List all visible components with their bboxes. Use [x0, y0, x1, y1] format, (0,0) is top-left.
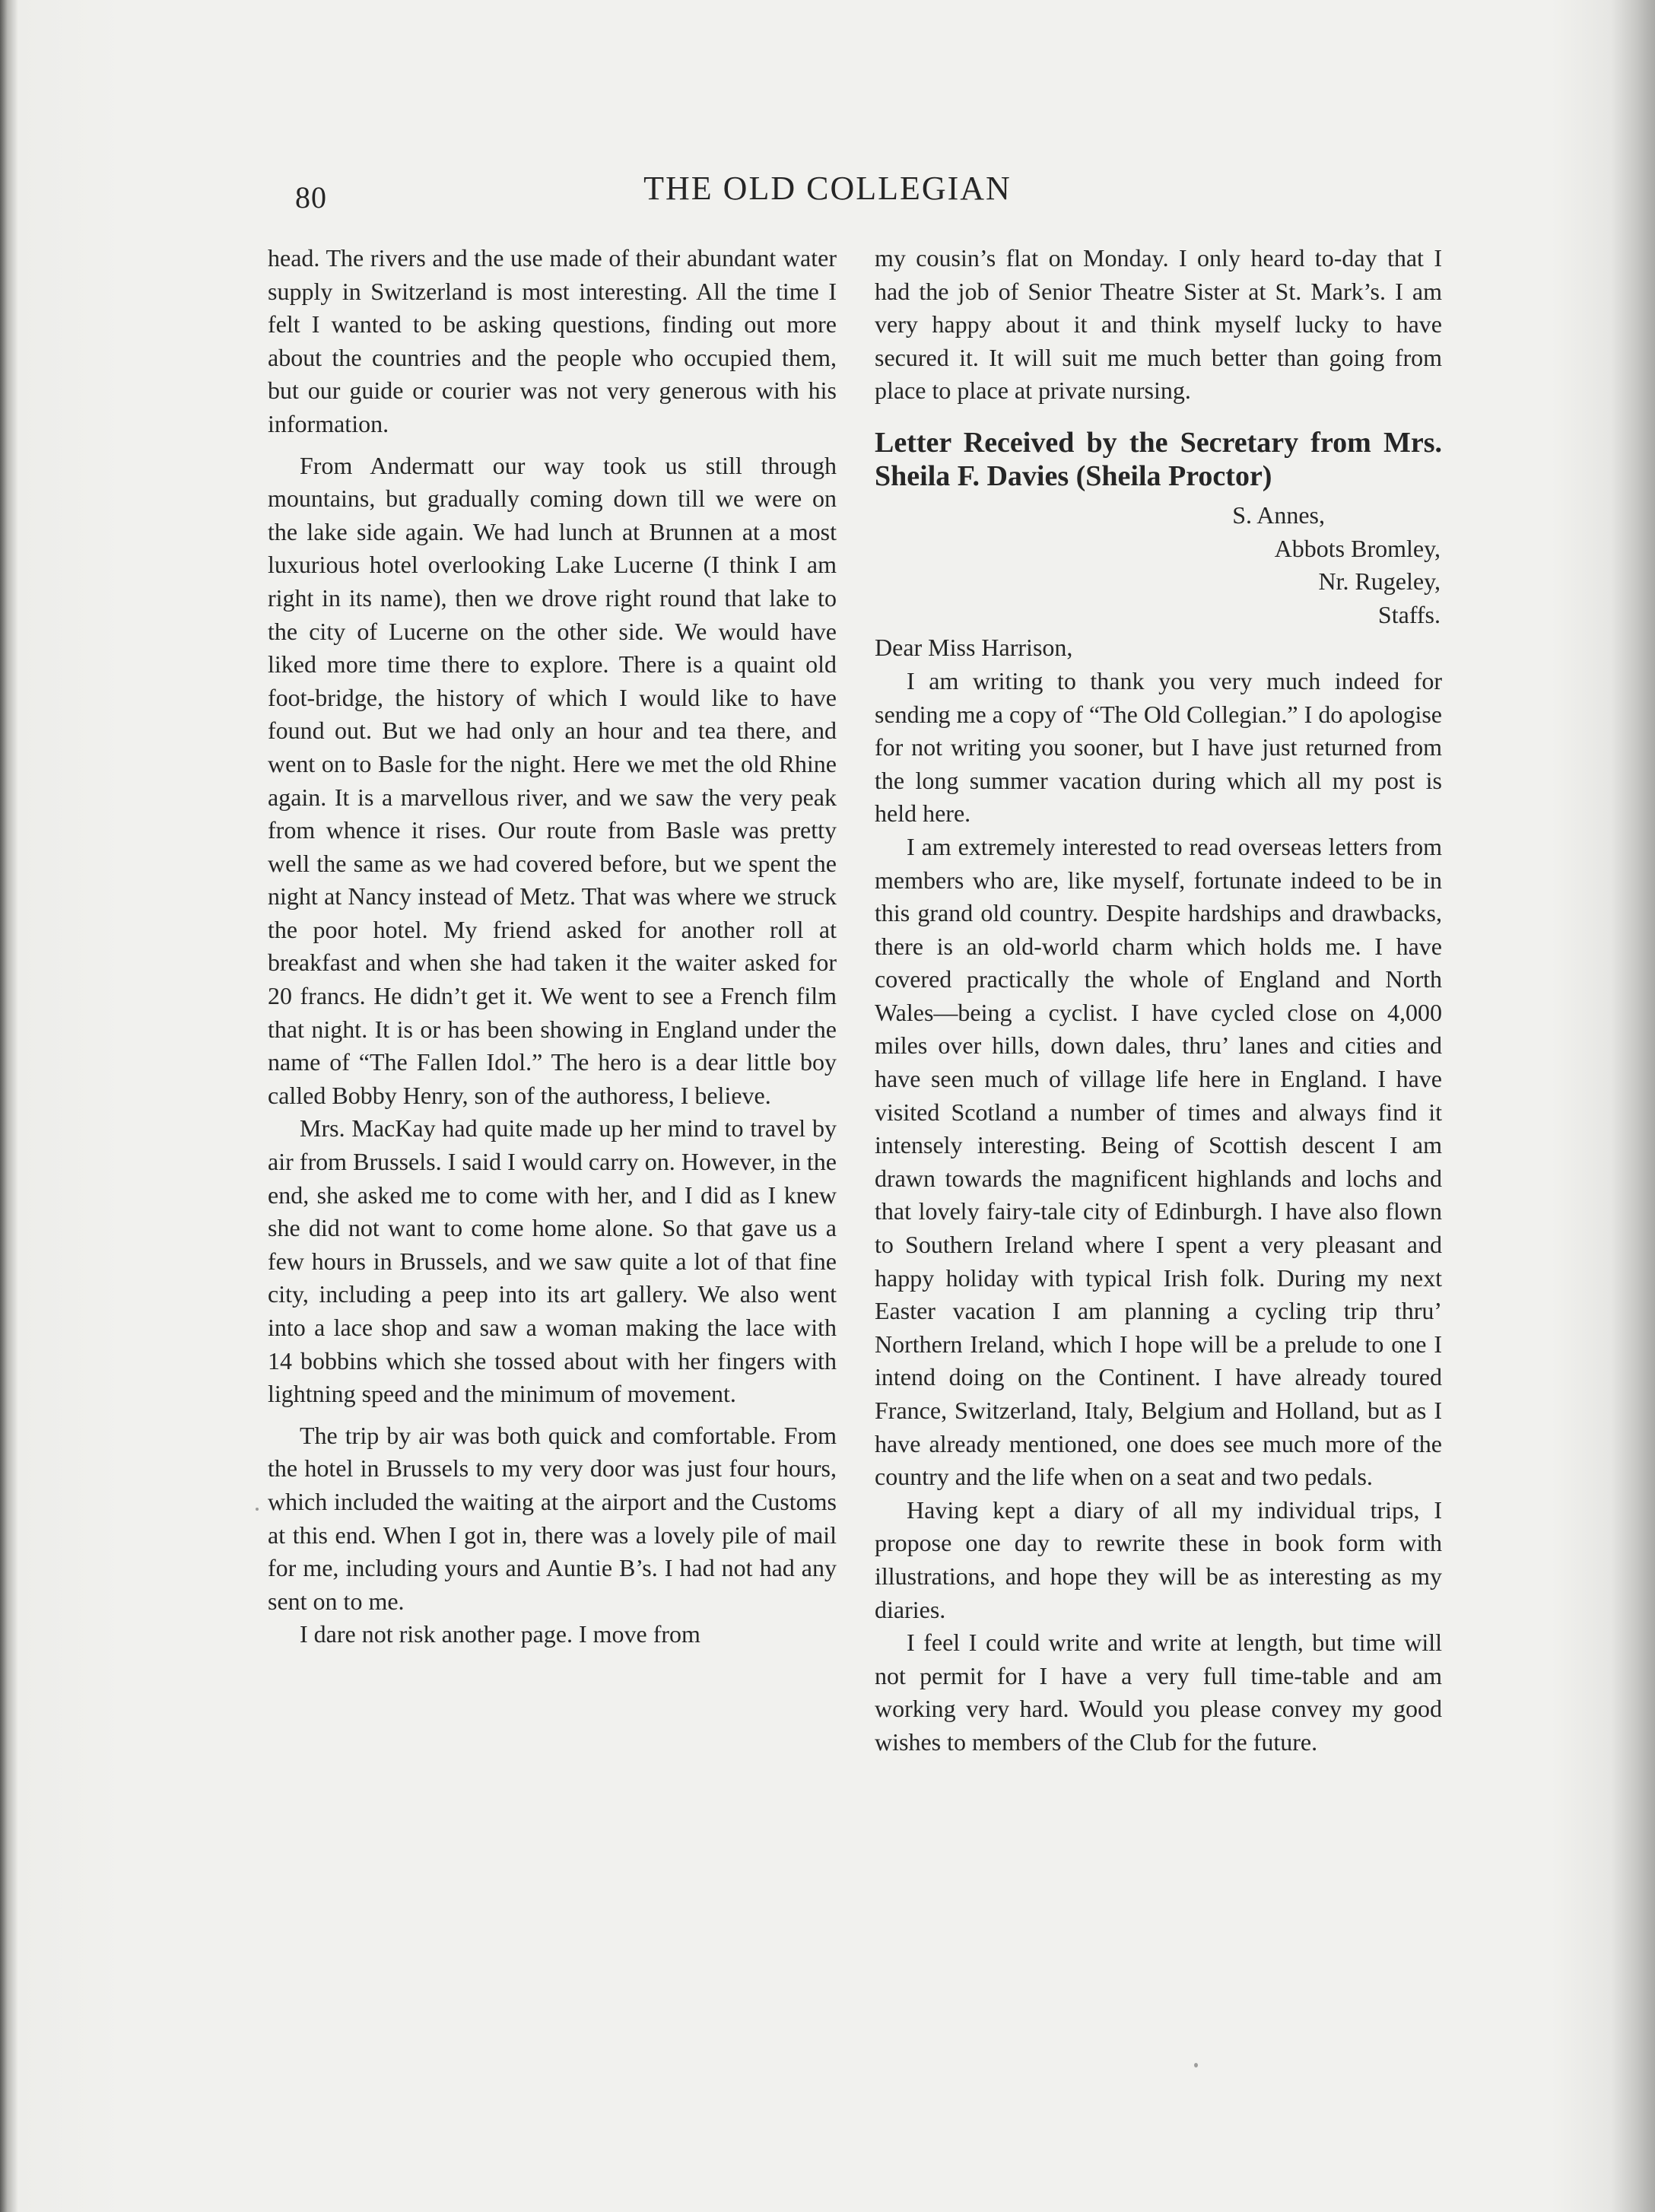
- left-paragraph-4: The trip by air was both quick and comfortable. From the hotel in Brussels to my very door was just four hours, which included the waiting at the airport and the Customs at this end. When I got in, there was a lovely pile of mail for me, including yours and Auntie B’s. I had not had any sent on to me.: [268, 1421, 837, 1615]
- running-head-title: THE OLD COLLEGIAN: [643, 170, 1012, 207]
- letter-address: [875, 499, 1442, 631]
- letter-salutation: Dear Miss Harrison,: [875, 634, 1073, 662]
- address-line-2: Abbots Bromley,: [1274, 534, 1441, 562]
- scan-speck: [256, 1508, 259, 1511]
- left-paragraph-5: I dare not risk another page. I move from: [300, 1620, 700, 1648]
- right-continuation-paragraph: my cousin’s flat on Monday. I only heard to-day that I had the job of Senior Theatre Sister at St. Mark’s. I am very happy about it and think myself lucky to have secured it. It will suit me much better than going from place to place at private nursing.: [875, 244, 1442, 405]
- right-paragraph-3: Having kept a diary of all my individual trips, I propose one day to rewrite these in book form with illustrations, and hope they will be as interesting as my diaries.: [875, 1495, 1442, 1623]
- left-paragraph-2: From Andermatt our way took us still through mountains, but gradually coming down till we were on the lake side again. We had lunch at Brunnen at a most luxurious hotel overlooking Lake Lucerne (I think I am right in its name), then we drove right round that lake to the city of Lucerne on the other side. We would have liked more time there to explore. There is a quaint old foot-bridge, the history of which I would like to have found out. But we had only an hour and tea there, and went on to Basle for the night. Here we met the old Rhine again. It is a marvellous river, and we saw the very peak from whence it rises. Our route from Basle was pretty well the same as we had covered before, but we spent the night at Nancy instead of Metz. That was where we struck the poor hotel. My friend asked for another roll at breakfast and when she had taken it the waiter asked for 20 francs. He didn’t get it. We went to see a French film that night. It is or has been showing in England under the name of “The Fallen Idol.” The hero is a dear little boy called Bobby Henry, son of the authoress, I believe.: [268, 451, 837, 1109]
- right-column: [875, 242, 1442, 1759]
- address-line-1: S. Annes,: [1232, 501, 1325, 529]
- left-paragraph-3: Mrs. MacKay had quite made up her mind to travel by air from Brussels. I said I would carry on. However, in the end, she asked me to come with her, and I did as I knew she did not want to come home alone. So that gave us a few hours in Brussels, and we saw quite a lot of that fine city, including a peep into its art gallery. We also went into a lace shop and saw a woman making the lace with 14 bobbins which she tossed about with her fingers with lightning speed and the minimum of movement.: [268, 1114, 837, 1408]
- right-paragraph-1: I am writing to thank you very much indeed for sending me a copy of “The Old Collegian.” I do apologise for not writing you sooner, but I have just returned from the long summer vacation during which all my post is held here.: [875, 666, 1442, 828]
- address-line-4: Staffs.: [1377, 600, 1441, 628]
- scan-speck: [1194, 2063, 1198, 2067]
- left-paragraph-1: head. The rivers and the use made of their abundant water supply in Switzerland is most interesting. All the time I felt I wanted to be asking questions, finding out more about the countries and the people who occupied them, but our guide or courier was not very generous with his information.: [268, 244, 837, 437]
- right-paragraph-4: I feel I could write and write at length, but time will not permit for I have a very full time-table and am working very hard. Would you please convey my good wishes to members of the Club for the future.: [875, 1629, 1442, 1756]
- left-column: [268, 242, 837, 1651]
- right-paragraph-2: I am extremely interested to read overseas letters from members who are, like myself, fortunate indeed to be in this grand old country. Despite hardships and drawbacks, there is an old-world charm which holds me. I have covered practically the whole of England and North Wales—being a cyclist. I have cycled close on 4,000 miles over hills, down dales, thru’ lanes and cities and have seen much of village life here in England. I have visited Scotland a number of times and always find it intensely interesting. Being of Scottish descent I am drawn towards the magnificent highlands and lochs and that lovely fairy-tale city of Edinburgh. I have also flown to Southern Ireland where I spent a very pleasant and happy holiday with typical Irish folk. During my next Easter vacation I am planning a cycling trip thru’ Northern Ireland, which I hope will be a prelude to one I intend doing on the Continent. I have already toured France, Switzerland, Italy, Belgium and Holland, but as I have already mentioned, one does see much more of the country and the life when on a seat and two pedals.: [875, 832, 1442, 1491]
- address-line-3: Nr. Rugeley,: [1318, 567, 1441, 596]
- page-number: 80: [295, 180, 327, 215]
- letter-heading: Letter Received by the Secretary from Mrs. Sheila F. Davies (Sheila Proctor): [875, 426, 1442, 492]
